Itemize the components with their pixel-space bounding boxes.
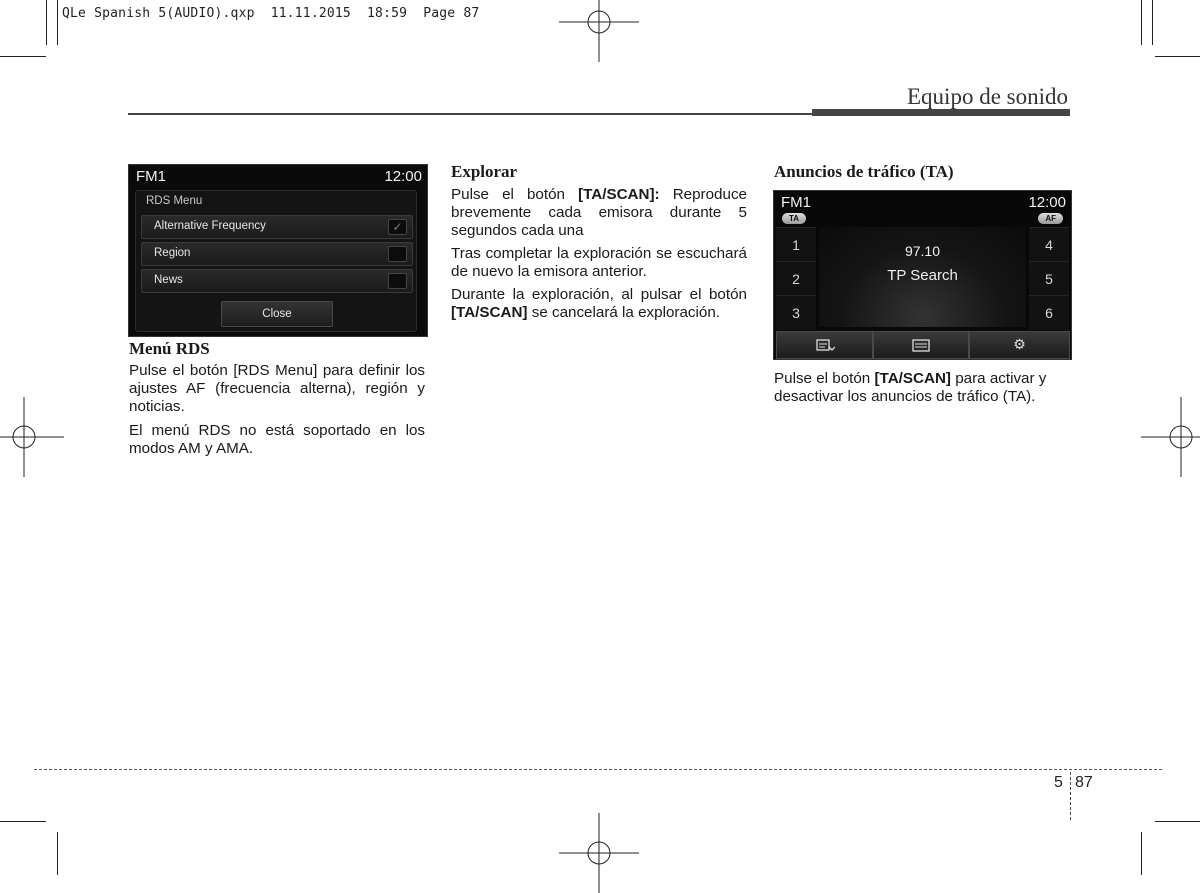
rds-menu-title: RDS Menu xyxy=(146,195,203,207)
section-number: 5 xyxy=(1054,774,1063,791)
rds-menu-panel xyxy=(135,190,417,332)
paragraph: Durante la exploración, al pulsar el botón [TA/SCAN] se cancelará la exploración. xyxy=(451,286,747,321)
heading-menu-rds: Menú RDS xyxy=(129,339,210,358)
radio-list-button[interactable] xyxy=(776,331,873,359)
band-label: FM1 xyxy=(136,168,166,185)
gear-icon: ⚙ xyxy=(1013,336,1026,352)
crop-mark xyxy=(0,821,46,822)
page-number: 87 xyxy=(1075,774,1093,791)
status-bar xyxy=(774,191,1071,213)
paragraph: El menú RDS no está soportado en los modos AM y AMA. xyxy=(129,422,425,457)
radio-button[interactable] xyxy=(873,331,969,359)
crop-mark xyxy=(57,832,58,875)
settings-button[interactable] xyxy=(969,331,1070,359)
button-reference: [TA/SCAN] xyxy=(874,370,951,387)
heading-anuncios-trafico: Anuncios de tráfico (TA) xyxy=(774,162,954,181)
footer-rule xyxy=(34,769,1162,770)
preset-button-1[interactable]: 1 xyxy=(776,227,816,262)
print-slug: QLe Spanish 5(AUDIO).qxp 11.11.2015 18:59 Page 87 xyxy=(62,6,480,21)
checkbox-checked-icon[interactable]: ✓ xyxy=(388,219,407,235)
rds-option-region[interactable] xyxy=(141,242,413,266)
tp-search-status: TP Search xyxy=(887,267,958,284)
close-button[interactable]: Close xyxy=(221,301,333,327)
crop-mark xyxy=(1152,0,1153,45)
button-reference: [TA/SCAN]: xyxy=(578,186,660,203)
radio-icon xyxy=(911,337,931,353)
radio-list-icon xyxy=(815,337,835,353)
heading-explorar: Explorar xyxy=(451,162,518,181)
preset-button-2[interactable]: 2 xyxy=(776,261,816,296)
registration-mark xyxy=(1141,397,1200,477)
paragraph: Pulse el botón [RDS Menu] para definir los ajustes AF (frecuencia alterna), región y noticias. xyxy=(129,362,425,415)
crop-mark xyxy=(1141,832,1142,875)
option-label: Alternative Frequency xyxy=(154,220,266,232)
clock: 12:00 xyxy=(1028,194,1066,211)
option-label: News xyxy=(154,274,183,286)
crop-mark xyxy=(0,56,46,57)
page-divider xyxy=(1070,772,1072,820)
ta-badge: TA xyxy=(782,213,806,224)
preset-button-4[interactable]: 4 xyxy=(1029,227,1069,262)
af-badge: AF xyxy=(1038,213,1063,224)
crop-mark xyxy=(1155,56,1200,57)
tuner-display xyxy=(819,227,1026,327)
frequency-readout: 97.10 xyxy=(904,243,941,259)
rds-menu-screenshot xyxy=(128,164,428,337)
preset-button-3[interactable]: 3 xyxy=(776,295,816,330)
registration-mark xyxy=(559,0,639,62)
band-label: FM1 xyxy=(781,194,811,211)
crop-mark xyxy=(46,0,47,45)
option-label: Region xyxy=(154,247,191,259)
checkbox-icon[interactable] xyxy=(388,273,407,289)
preset-button-5[interactable]: 5 xyxy=(1029,261,1069,296)
crop-mark xyxy=(1141,0,1142,45)
button-reference: [TA/SCAN] xyxy=(451,304,528,321)
paragraph: Pulse el botón [TA/SCAN] para activar y desactivar los anuncios de tráfico (TA). xyxy=(774,370,1047,405)
registration-mark xyxy=(559,813,639,893)
registration-mark xyxy=(0,397,64,477)
title-rule xyxy=(128,113,812,115)
rds-option-news[interactable] xyxy=(141,269,413,293)
paragraph: Pulse el botón [TA/SCAN]: Reproduce brevemente cada emisora durante 5 segundos cada una xyxy=(451,186,747,239)
paragraph: Tras completar la exploración se escuchará de nuevo la emisora anterior. xyxy=(451,245,747,280)
clock: 12:00 xyxy=(384,168,422,185)
title-rule-accent xyxy=(812,109,1070,116)
checkbox-icon[interactable] xyxy=(388,246,407,262)
status-bar xyxy=(129,165,427,187)
preset-button-6[interactable]: 6 xyxy=(1029,295,1069,330)
crop-mark xyxy=(1155,821,1200,822)
section-title: Equipo de sonido xyxy=(907,84,1068,109)
rds-option-alternative-frequency[interactable] xyxy=(141,215,413,239)
crop-mark xyxy=(57,0,58,45)
ta-screen-screenshot xyxy=(773,190,1072,360)
